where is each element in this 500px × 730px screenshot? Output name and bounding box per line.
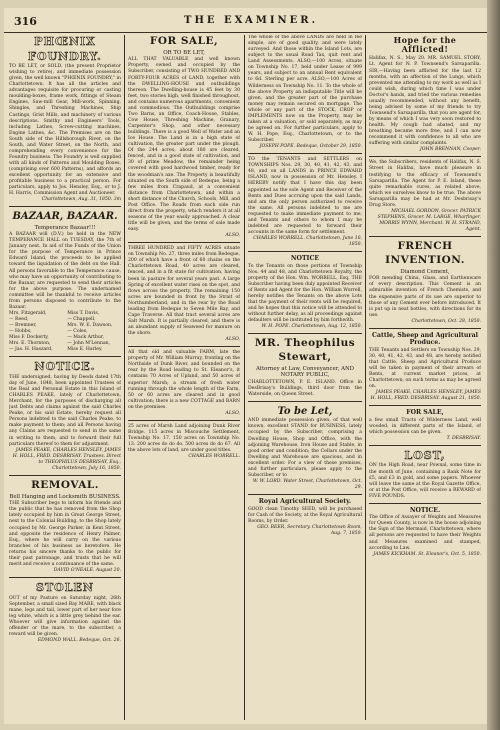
ad-body: We, the Subscribers, residents of Halifax, N. S. Street in Halifax, have much pleasure in testifying to the efficacy of Townsend's Sarsaparilla. The Agent for P. E. Island, these quite remarkable cures, as related above, which we ourselves know to be true. The above Sarsaparilla may be had at Mr. Desbrisay's Drug Store. — [369, 160, 481, 208]
advertisement — [248, 157, 362, 252]
advertisement — [369, 449, 481, 504]
advertisement — [369, 507, 481, 561]
column-2 — [128, 35, 240, 720]
ad-heading: NOTICE. — [409, 506, 441, 514]
advertisement — [128, 424, 240, 463]
ad-body: AND immediate possession given, of that well known, excellent STAND for BUSINESS, lately occupied by the Subscriber, comprising a Dwelling House, Shop and Office, with the adjoining Warehouse, Iron House and Stable, in good order and condition; the Cellars under the Dwelling and Warehouse are spacious, and in excellent order. For a view of these premises, and further particulars, please apply to the Subscriber, or to — [248, 418, 362, 478]
committee-name: — John M'Lennan, — [67, 341, 111, 347]
ad-subheading: Diamond Cement, — [400, 268, 450, 275]
ad-signature: JOHN BRENNAN, Cooper. — [419, 147, 481, 153]
advertisement — [248, 337, 362, 402]
ad-body: A BAZAAR will (D.V.) be held in the NEW TEMPERANCE HALL on TUESDAY, the 7th of January next. In aid of the Funds of the Union for the purpose of Temperance in Prince Edward Island, the proceeds to be applied toward the liquidation of the debt on the Hall. All persons favorable to the Temperance cause, who may have an opportunity of contributing to the Bazaar, are requested to send their articles for the above purpose. The undernamed committee will be thankful to receive articles from persons disposed to contribute to the Bazaar. — [9, 232, 121, 310]
masthead: THE EXAMINER. — [184, 15, 319, 26]
ad-heading: FRENCH INVENTION. — [385, 240, 465, 266]
column-3 — [248, 35, 362, 720]
column-rule — [244, 35, 245, 720]
ad-subheading: Bell Hanging and Locksmith BUSINESS. — [9, 493, 121, 500]
ad-body: ON the High Road, near Pownal, some time in the month of June, containing a Bank Note for £5, and £3 in gold, and some papers. Whoever will leave the same at the Royal Gazette Office, or at the Post Office, will receive a REWARD of FIVE POUNDS. — [369, 463, 481, 499]
advertisement — [248, 255, 362, 334]
advertisement — [369, 240, 481, 329]
ad-signature: ALSO, — [225, 337, 240, 343]
ad-signature: W. W. LORD. Water Street, Charlottetown, Oct. 29. — [252, 478, 362, 490]
ad-body: ALL THAT VALUABLE and well known Property, owned and occupied by the Subscriber, consisting of TWO HUNDRED AND FORTY-FOUR ACRES of LAND, together with the DWELLING-HOUSE and outbuildings thereon. The Dwelling-house is 45 feet by 30 feet, two stories high, well finished throughout, and contains numerous apartments, convenient and commodious. The Outbuildings comprise Two Barns, an Office, Coach-House, Stables, Cow House, Threshing Machine, Granary, Carpenter's Shop, and other necessary buildings. There is a good Well of Water and an Ice House. The Land is in a high state of cultivation, the greater part under the plough. Of the 244 acres, about 180 are cleared, fenced, and in a good state of cultivation, and 30 of prime Meadow, the remainder being covered with good hardwood timber, ready for the woodman's axe. The Property is beautifully situated on the South side of Bedeque, being a few miles from Crapaud, at a convenient distance from Charlottetown, and within a short distance of the Church, Schools, Mill, and Post Office. The Roads from each side run direct from the property, which renders it at all seasons of the year easily approached. A clear title will be given, and the terms of sale made easy. — [128, 57, 240, 233]
ad-body: a few small Tracts of Wilderness Land, well wooded, in different parts of the Island, of which possession can be given. — [369, 417, 481, 435]
committee-name: Miss E. Harley. — [67, 347, 103, 353]
ad-signature: ALSO, — [225, 410, 240, 416]
advertisement — [128, 246, 240, 347]
ad-heading: PHŒNIX FOUNDRY. — [28, 35, 102, 63]
ad-heading: BAZAAR, BAZAAR. — [12, 211, 118, 223]
ad-body: To the Tenants on those portions of Township Nos. 44 and 48, and Charlottetown Royalty, the property of the Hon. Wm. WORRELL, Esq. THE Subscriber having been duly appointed Receiver of Rents and Agent for the Hon. William Worrell, hereby notifies the Tenants on the above Lots that the payment of their rents will be required, and he hopes that this notice will be attended to without further delay, as all proceedings against defaulters will be instituted by him forthwith. — [248, 263, 362, 324]
newspaper-page — [4, 8, 487, 724]
ad-heading: REMOVAL. — [31, 478, 99, 491]
advertisement — [9, 35, 121, 207]
ad-signature: DAVID O'NEALE. August 20. — [53, 567, 121, 573]
committee-name: — Chappell, — [67, 317, 96, 323]
ad-body: GOOD clean Timothy SEED, will be purchased for Cash of the Society, at the Royal Agricultural Rooms, by Order. — [248, 506, 362, 524]
committee-row — [9, 347, 121, 353]
column-rule — [365, 35, 366, 720]
advertisement — [9, 360, 121, 476]
ad-signature: GEO. BEER, Secretary. Charlottetown Room, Aug. 7, 1850. — [257, 524, 362, 536]
column-1 — [9, 35, 121, 720]
ad-signature: W. H. POPE. Charlottetown, Aug. 12, 1850. — [261, 324, 362, 330]
ad-body: TO BE LET, or SOLD, (the present Proprietor wishing to retire), and immediate possession given, the well known "PHŒNIX FOUNDRY," in Charlottetown. It has all the articles and advantages requisite for procuring or casting moulding-boxes, frame work, fittings of Steam Engines, Saw-mill Gear, Mill-work, Spinning, Shingles, and Threshing Machines, Ship Castings, Grist Mills, and machinery of various descriptions. Smithy and Engineers' Tools, including Lathes, Screw-cutting machines, Engine Lathes, &c. The Premises are on the South side of the Hillsborough River, on the South, and Water Street, on the North, and comprehending every convenience for the Foundry business. The Foundry is well supplied with all kinds of Patterns and Moulding Boxes, (comprising over 600 Patterns), and affords an excellent opportunity for an extensive and profitable business to a practical person. For particulars, apply to Jos. Hensley, Esq., or to J. H. Harris, Commission Agent and Auctioneer. — [9, 64, 121, 197]
ad-body: OUT of my Pasture on Saturday night, 26th September, a small sized Bay MARE, with black mane, legs and tail, lower part of her near fore leg white, which is a little grey behind the ear. Whoever will give information against the offender or the mare, to the subscriber, a reward will be given. — [9, 595, 121, 637]
page-header — [4, 8, 487, 33]
ad-subheading: Temperance Bazaar!!! — [34, 224, 96, 231]
ad-signature: Charlottetown, Aug. 31, 1850. 3m — [41, 197, 121, 203]
advertisement — [128, 350, 240, 421]
advertisement — [369, 160, 481, 237]
ad-heading: STOLEN — [36, 581, 94, 594]
advertisement — [369, 409, 481, 446]
advertisement — [248, 498, 362, 540]
advertisement — [369, 332, 481, 406]
ad-body: The Office of Assayer of Weights and Measures for Queen County, is now in the house adjoining the Sign of the Mermaid, Charlottetown, where all persons are requested to have their Weights and Measures examined and stamped, according to Law. — [369, 515, 481, 551]
committee-name: — Mack Arthur, — [67, 335, 104, 341]
ad-heading: LOST, — [404, 448, 446, 462]
ad-signature: ALSO, — [225, 233, 240, 239]
page-number: 316 — [14, 15, 37, 28]
committee-name: Mrs. Fitzgerald, — [9, 310, 47, 316]
ad-signature: JAMES KICKHAM. St. Eleanor's, Oct. 5, 1850. — [373, 551, 481, 557]
committee-name: Miss F. Dockerty, — [9, 335, 49, 341]
ad-heading: NOTICE — [290, 255, 320, 263]
committee-name: — Hobbs, — [9, 329, 32, 335]
ad-signature: JOSEPH POPE. Bedeque, October 29, 1850. — [259, 144, 362, 150]
advertisement — [128, 35, 240, 243]
ad-signature: T. DESBRISAY. — [446, 435, 481, 441]
ad-signature: CHARLES WORRELL. — [188, 454, 240, 460]
ad-heading: NOTICE. — [34, 360, 96, 374]
ad-body: Halifax, N. S., May 20. MR. SAMUEL STORY, Lt. Agent for N. P. Townsend's Sarsaparilla. SIR,—Having been afflicted for the last 12 months, with an affection of the Lungs, which prevented me attending to my work as well as I could wish, during which time I was under Doctor's hands, and tried the various remedies usually recommended, without any benefit, being advised by some of my friends to try Townsend's Sarsaparilla, that you are agent for, by means of which I was very soon restored to health. My cough had abated, and my breathing became more free, and I can now recommend it with confidence to all who are suffering with similar complaints. — [369, 56, 481, 147]
ad-body: All that old and valuable FARM, late the property of Mr. William Murray, fronting on the Northside of Dunk River, and bounded on the rear by the Road leading to St. Eleanor's, it contains 70 Acres of Upland, and 50 acres of superior Marsh; a stream of fresh water running through the whole length of the Farm, 50 or 60 acres are cleared and in good cultivation; there is a new COTTAGE and BARN on the premises. — [128, 350, 240, 410]
ad-body: THE Tenants and Settlers on Township Nos. 29, 30, 40, 41, 42, 43, and 48, are hereby notified that Cattle, Sheep and Agricultural Produce will be taken in payment of their arrears of Rents, at current market prices, at Charlottetown, on such terms as may be agreed on. — [369, 347, 481, 390]
committee-name: — Jas. H. Haszard, — [9, 347, 53, 353]
column-4 — [369, 35, 481, 720]
ad-body: THE Subscriber begs to inform his friends and the public that he has removed from the Shop lately occupied by him in Great George Street, next to the Colonial Building, to the Shop lately occupied by Mr. George Parker, in Kent Street, and opposite the residence of Henry Palmer, Esq., where he will carry on the various branches of his business as heretofore. He returns his sincere thanks to the public for their past patronage, and trusts that he will merit and receive a continuance of the same. — [9, 501, 121, 567]
committee-name: — Reed, — [9, 317, 29, 323]
ad-subheading: Attorney at Law, Conveyancer, AND NOTARY PUBLIC, — [255, 365, 355, 379]
ad-signature: JAMES PEAKE, CHARLES HENSLEY, JAMES H. HOLL, FRED. DESBRISAY. August 21, 1850. — [370, 390, 481, 402]
ad-body: FOR mending China, Glass, and Earthenware of every description. This Cement is an admirable invention of French Chemists, and the expensive parts of its use are superior to those of any Cement ever before introduced. It is put up in neat bottles, with directions for its use. — [369, 276, 481, 318]
ad-heading: MR. Theophilus Stewart, — [254, 337, 356, 364]
ad-signature: CHARLES WORRELL. Charlottetown, June 10, 1850. — [253, 236, 362, 248]
page-edge-shadow — [487, 0, 500, 730]
advertisement — [248, 405, 362, 495]
ad-signature: EDMOND WALL. Bedeque, Oct. 26. — [37, 637, 121, 643]
ad-body: The whole of the above LANDS are held in fee simple, are of good quality, and were lately surveyed. And those within the Island Lots, are subject to the usual Road Tax, quit rent and Land Assessments. ALSO,—100 Acres, situate on Township No. 17, held under Lease of 999 years, and subject to an annual Rent equivalent to 6d. Sterling per acre. ALSO,—100 Acres of Wilderness on Township No. 11. To the whole of the above Property an indisputable Title will be given, and the greater part of the purchase money may remain secured on mortgage. The whole or any part of the STOCK, CROP or IMPLEMENTS now on the Property, may be taken at a valuation, or sold separately, as may be agreed on. For further particulars, apply to W. H. Pope, Esq., Charlottetown, or to the Subscriber. — [248, 35, 362, 144]
ad-heading: FOR SALE, — [406, 409, 444, 417]
ad-heading: Royal Agricultural Society. — [258, 498, 352, 506]
ad-heading: Cattle, Sheep and Agricultural Produce. — [372, 331, 478, 347]
advertisement — [9, 479, 121, 578]
ad-subheading: OR TO BE LET, — [163, 49, 205, 56]
committee-name: — Coles, — [67, 329, 88, 335]
ad-body: TO the TENANTS and SETTLERS on TOWNSHIPS Nos. 29, 30, 40, 41, 42, 43, and 48, and on all LANDS in PRINCE EDWARD ISLAND, now in possession of Mr. Hensley. I HEREBY notify that I have this day been appointed as the sole Agent and Receiver of the Rents and Dues accruing upon the said Lands, and am the only person authorized to receive the same. All persons indebted to me are requested to make immediate payment to me, and Tenants and others to whom I may be indebted are requested to forward their accounts in the same form for settlement. — [248, 157, 362, 235]
ad-body: 25 acres of Marsh Land adjoining Dunk River Bridge. 115 acres in Miscouche Settlement, Township No. 17. 150 acres on Township No. 13. 200 acres do do do. 500 acres do do 67. All the above lots of land, are under good titles. — [128, 423, 240, 454]
ad-signature: MICHAEL GORDON, Grocer. PATRICK STEPHENS, Grocer. M. LARGE, Wharfinger. MORRIS WYNN, Merchant. W. H. STRAND, Agent. — [377, 208, 481, 233]
ad-heading: To be Let, — [277, 406, 333, 418]
committee-name: Mrs. E. Thornton, — [9, 341, 51, 347]
committee-name: Mrs. W. E. Dawson, — [67, 323, 113, 329]
ad-signature: JAMES PEAKE, CHARLES HENSLEY, JAMES H. HOLL, FRED. DESBRISAY. Trustees. Direct to THEOPHILUS DESBRISAY, Esq., Charlottetown, July 16, 1850. — [12, 447, 121, 471]
advertisement — [9, 210, 121, 357]
committee-name: — Bremner, — [9, 323, 37, 329]
ad-body: CHARLOTTETOWN, P. E. ISLAND. Office in DesBrisay's Buildings, third door from the Waterside, on Queen Street. — [248, 379, 362, 398]
ad-signature: Charlottetown, Oct. 28, 1850. — [411, 318, 481, 324]
ad-heading: Hope for the Afflicted! — [393, 35, 457, 55]
advertisement — [369, 36, 481, 157]
ad-body: THE undersigned, having by Deeds dated 17th day of June, 1848, been appointed Trustees of the Real and Personal Estate in this Island of CHARLES PEAKE, lately of Charlottetown, Merchant, for the purposes of discharging all just Debts and claims against the said Charles Peake, or his said Estate, hereby request all Persons indebted to the said Charles Peake, to make payment to them; and all Persons having any Claims are requested to send in the same in writing to them, and to forward their full particulars thereof to them for adjustment. — [9, 374, 121, 447]
advertisement — [9, 581, 121, 647]
advertisement — [248, 35, 362, 154]
column-rule — [124, 35, 125, 720]
ad-heading: FOR SALE, — [149, 35, 219, 47]
committee-name: Miss T. Davis, — [67, 310, 100, 316]
ad-body: THREE HUNDRED and FIFTY ACRES situate on Township No. 27, three miles from Bedeque, 200 of which have a front of 60 chains on the Charlottetown Road, 40 acres are cleared, fenced, and in a fit state for cultivation, having been in pasture for several years past. A large Spring of excellent water rises on the spot, and flows across the property. The remaining 150 acres are bounded in front by the Strait of Northumberland, and in the rear by the Road leading from Bedeque to Seven Mile Bay, and Cape Traverse. All that tract several acres are Salt Marsh. It is partially cleared, and there is an abundant supply of Seaweed for manure on the shore. — [128, 246, 240, 337]
